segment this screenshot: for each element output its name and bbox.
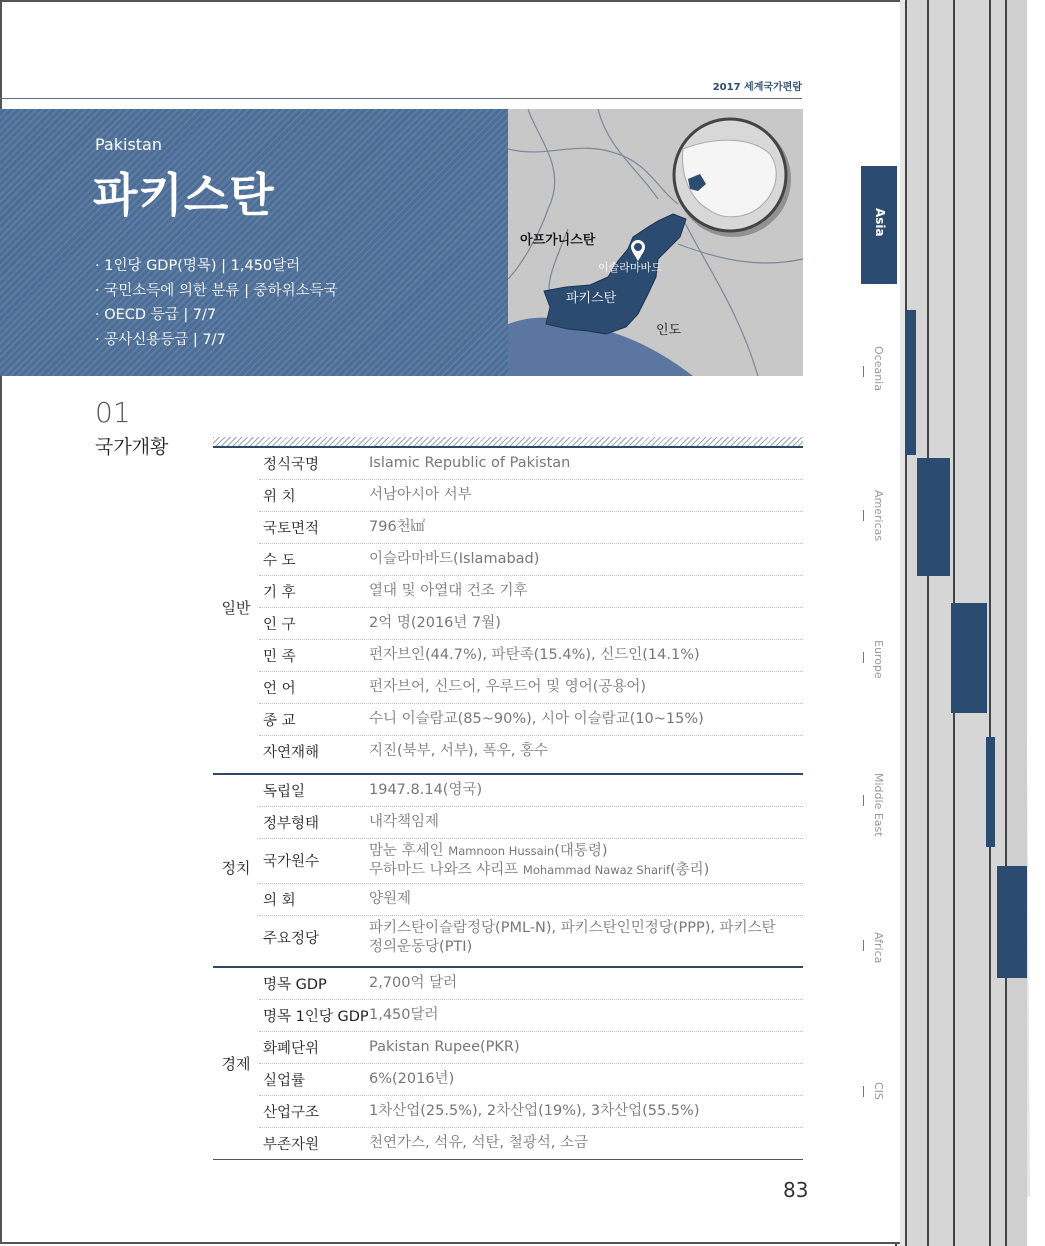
row-key: 국토면적 [259, 517, 369, 539]
row-key: 정식국명 [259, 453, 369, 475]
row-value: 수니 이슬람교(85~90%), 시아 이슬람교(10~15%) [369, 711, 704, 727]
row-key: 의 회 [259, 889, 369, 911]
tab-label: Middle East [872, 773, 885, 837]
table-row [259, 839, 803, 884]
head-of-government-line [369, 861, 803, 880]
country-name-ko: 파키스탄 [93, 168, 275, 222]
tab-label: Oceania [872, 346, 885, 391]
table-row [259, 968, 803, 1000]
stat-credit-grade: · 공사신용등급 | 7/7 [95, 331, 226, 348]
group-label-economy: 경제 [221, 1055, 251, 1073]
row-value: 열대 및 아열대 건조 기후 [369, 583, 528, 599]
tab-tick [863, 1086, 864, 1097]
table-row [259, 480, 803, 512]
tab-label: Africa [872, 932, 885, 964]
president-role: (대통령) [554, 843, 608, 859]
table-row [259, 1128, 803, 1159]
table-row [259, 884, 803, 916]
row-value: 796천㎢ [369, 519, 426, 535]
row-value: 2,700억 달러 [369, 975, 458, 991]
running-head: 2017 세계국가편람 [712, 82, 802, 93]
section-title: 국가개황 [95, 436, 169, 458]
row-key: 화폐단위 [259, 1037, 369, 1059]
row-key: 언 어 [259, 677, 369, 699]
head-of-state-line [369, 842, 803, 861]
row-value: 2억 명(2016년 7월) [369, 615, 501, 631]
row-key: 민 족 [259, 645, 369, 667]
table-row [259, 672, 803, 704]
tab-tick [863, 652, 864, 663]
row-value: 1,450달러 [369, 1007, 439, 1023]
row-value: 내각책임제 [369, 814, 440, 830]
country-banner [0, 109, 508, 376]
row-value: 지진(북부, 서부), 폭우, 홍수 [369, 743, 549, 759]
tab-asia[interactable] [861, 166, 897, 284]
tab-label: Americas [872, 490, 885, 542]
tab-marker-oceania [906, 310, 916, 455]
pm-name-en: Mohammad Nawaz Sharif [522, 863, 671, 877]
row-key: 부존자원 [259, 1133, 369, 1155]
page-number: 83 [783, 1178, 809, 1202]
group-label-general: 일반 [221, 599, 251, 617]
group-politics [213, 773, 803, 960]
table-row [259, 544, 803, 576]
table-row [259, 704, 803, 736]
group-label-politics: 정치 [221, 859, 251, 877]
row-value: 펀자브인(44.7%), 파탄족(15.4%), 신드인(14.1%) [369, 647, 700, 663]
tab-marker-middle-east [986, 737, 995, 847]
president-name-ko: 맘눈 후세인 [369, 843, 444, 859]
row-value: 6%(2016년) [369, 1071, 455, 1087]
row-key: 명목 GDP [259, 973, 369, 995]
row-key: 수 도 [259, 549, 369, 571]
table-row [259, 1032, 803, 1064]
row-key: 위 치 [259, 485, 369, 507]
tab-label: Europe [872, 640, 885, 679]
section-number: 01 [95, 396, 131, 429]
table-row [259, 640, 803, 672]
stat-gdp-per-capita: · 1인당 GDP(명목) | 1,450달러 [95, 258, 301, 274]
tab-tick [863, 366, 864, 377]
row-key: 종 교 [259, 709, 369, 731]
label-pakistan: 파키스탄 [566, 291, 617, 306]
stat-oecd-grade: · OECD 등급 | 7/7 [95, 307, 217, 323]
table-row [259, 1096, 803, 1128]
row-key: 정부형태 [259, 812, 369, 834]
tab-marker-europe [951, 603, 987, 713]
table-row [259, 448, 803, 480]
row-key: 자연재해 [259, 741, 369, 763]
country-name-en: Pakistan [95, 135, 162, 154]
header-rule [0, 98, 802, 99]
label-afghanistan: 아프가니스탄 [520, 233, 596, 248]
book-page-edges [895, 0, 1045, 1246]
row-value: Pakistan Rupee(PKR) [369, 1039, 520, 1055]
row-key: 국가원수 [259, 850, 369, 872]
row-value: 서남아시아 서부 [369, 487, 472, 503]
tab-tick [863, 940, 864, 951]
row-value: 펀자브어, 신드어, 우루드어 및 영어(공용어) [369, 679, 647, 695]
row-key: 산업구조 [259, 1101, 369, 1123]
tab-marker-africa [997, 866, 1027, 978]
tab-tick [863, 795, 864, 806]
row-value: 이슬라마바드(Islamabad) [369, 551, 540, 567]
row-key: 기 후 [259, 581, 369, 603]
president-name-en: Mamnoon Hussain [448, 844, 555, 858]
row-value [369, 839, 803, 883]
row-key: 명목 1인당 GDP [259, 1005, 369, 1027]
key-stats [95, 254, 338, 352]
tab-label-asia: Asia [873, 208, 887, 237]
table-row [259, 775, 803, 807]
row-value: Islamic Republic of Pakistan [369, 455, 571, 471]
row-key: 실업률 [259, 1069, 369, 1091]
section-hatch-bar [213, 437, 803, 446]
row-key: 주요정당 [259, 927, 369, 949]
row-value: 천연가스, 석유, 석탄, 철광석, 소금 [369, 1135, 588, 1151]
pm-name-ko: 무하마드 나와즈 샤리프 [369, 862, 519, 878]
table-row [259, 807, 803, 839]
group-general [213, 446, 803, 767]
group-economy [213, 966, 803, 1160]
row-value: 1차산업(25.5%), 2차산업(19%), 3차산업(55.5%) [369, 1103, 700, 1119]
label-islamabad: 이슬라마바드 [598, 261, 662, 274]
row-value: 파키스탄이슬람정당(PML-N), 파키스탄인민정당(PPP), 파키스탄정의운동당(PTI) [369, 920, 776, 955]
row-value: 1947.8.14(영국) [369, 782, 483, 798]
table-row [259, 916, 803, 960]
tab-tick [863, 510, 864, 521]
row-key: 인 구 [259, 613, 369, 635]
table-row [259, 736, 803, 767]
country-overview-table [213, 446, 803, 1160]
pm-role: (총리) [670, 862, 710, 878]
table-row [259, 608, 803, 640]
row-key: 독립일 [259, 780, 369, 802]
stat-income-class: · 국민소득에 의한 분류 | 중하위소득국 [95, 282, 338, 299]
table-row [259, 576, 803, 608]
table-row [259, 512, 803, 544]
row-value: 양원제 [369, 891, 412, 907]
tab-label: CIS [872, 1082, 885, 1100]
table-row [259, 1000, 803, 1032]
tab-marker-americas [917, 458, 950, 576]
table-row [259, 1064, 803, 1096]
location-map [508, 109, 803, 376]
label-india: 인도 [656, 323, 682, 338]
